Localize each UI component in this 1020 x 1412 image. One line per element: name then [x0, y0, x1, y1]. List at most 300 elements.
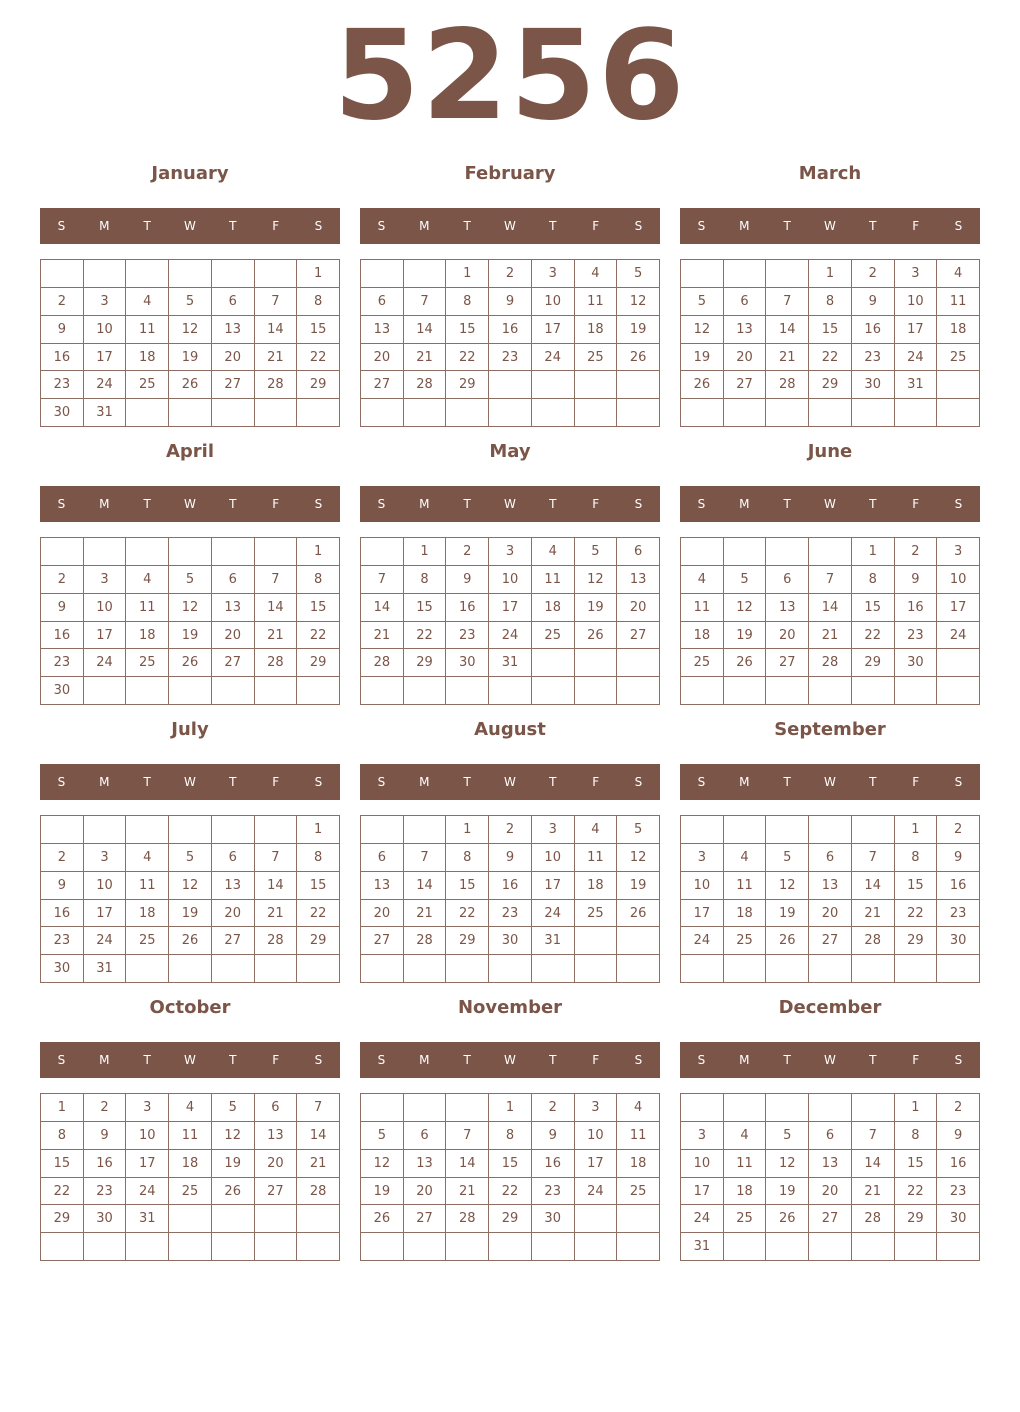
day-cell: 22 — [895, 1178, 938, 1206]
day-cell: 21 — [361, 622, 404, 650]
weekday-label: S — [954, 497, 963, 511]
weekday-label: W — [504, 775, 516, 789]
day-cell: 28 — [446, 1205, 489, 1233]
day-cell — [532, 1233, 575, 1261]
day-cell: 24 — [575, 1178, 618, 1206]
day-cell: 11 — [126, 872, 169, 900]
day-cell: 29 — [404, 649, 447, 677]
day-cell — [41, 816, 84, 844]
day-cell: 11 — [575, 844, 618, 872]
day-cell: 6 — [212, 566, 255, 594]
day-cell — [41, 538, 84, 566]
day-cell: 28 — [852, 927, 895, 955]
weekday-label: S — [377, 219, 386, 233]
day-cell: 23 — [41, 371, 84, 399]
day-cell: 21 — [404, 344, 447, 372]
day-cell: 27 — [212, 927, 255, 955]
day-cell: 26 — [617, 900, 660, 928]
weekday-label: F — [592, 219, 600, 233]
day-cell — [895, 1233, 938, 1261]
weekday-label: S — [57, 219, 66, 233]
day-cell: 31 — [84, 399, 127, 427]
day-cell: 10 — [84, 316, 127, 344]
day-cell — [404, 1233, 447, 1261]
day-cell — [361, 1233, 404, 1261]
day-cell: 22 — [489, 1178, 532, 1206]
day-cell — [404, 955, 447, 983]
day-cell: 12 — [766, 872, 809, 900]
day-cell: 2 — [489, 816, 532, 844]
day-cell — [766, 399, 809, 427]
day-cell: 28 — [404, 371, 447, 399]
day-cell: 5 — [617, 816, 660, 844]
day-cell: 6 — [724, 288, 767, 316]
day-cell — [937, 677, 980, 705]
day-cell: 8 — [297, 288, 340, 316]
day-cell: 24 — [489, 622, 532, 650]
day-cell: 5 — [575, 538, 618, 566]
day-cell: 20 — [212, 344, 255, 372]
day-cell — [575, 371, 618, 399]
day-cell: 20 — [212, 900, 255, 928]
day-cell — [404, 1094, 447, 1122]
day-cell: 13 — [212, 316, 255, 344]
day-cell — [532, 955, 575, 983]
day-cell: 21 — [766, 344, 809, 372]
day-cell — [212, 677, 255, 705]
day-cell: 7 — [404, 288, 447, 316]
weekday-label: S — [634, 775, 643, 789]
day-cell: 11 — [617, 1122, 660, 1150]
weekday-label: M — [739, 775, 750, 789]
day-grid — [360, 1093, 660, 1261]
weekday-header — [40, 208, 340, 244]
day-cell — [169, 677, 212, 705]
day-cell — [446, 399, 489, 427]
day-cell: 30 — [852, 371, 895, 399]
day-cell: 5 — [169, 566, 212, 594]
day-cell — [255, 1205, 298, 1233]
day-cell: 13 — [361, 316, 404, 344]
day-cell: 14 — [852, 1150, 895, 1178]
day-cell: 10 — [681, 872, 724, 900]
day-cell: 27 — [255, 1178, 298, 1206]
day-cell: 19 — [212, 1150, 255, 1178]
day-cell: 7 — [852, 844, 895, 872]
day-cell: 11 — [532, 566, 575, 594]
day-cell: 26 — [766, 1205, 809, 1233]
day-cell — [297, 399, 340, 427]
day-cell: 27 — [809, 927, 852, 955]
weekday-label: S — [697, 775, 706, 789]
day-cell: 14 — [404, 872, 447, 900]
day-cell: 24 — [681, 1205, 724, 1233]
day-cell — [212, 1205, 255, 1233]
month-name: February — [464, 163, 556, 184]
day-cell — [255, 816, 298, 844]
day-cell: 29 — [297, 649, 340, 677]
day-cell — [895, 399, 938, 427]
weekday-label: F — [592, 497, 600, 511]
weekday-label: F — [592, 1053, 600, 1067]
day-cell: 26 — [169, 371, 212, 399]
weekday-label: F — [912, 219, 920, 233]
day-cell — [297, 1205, 340, 1233]
day-cell — [809, 399, 852, 427]
day-cell: 28 — [255, 649, 298, 677]
day-cell — [852, 399, 895, 427]
day-cell: 15 — [852, 594, 895, 622]
day-cell — [255, 677, 298, 705]
day-cell: 16 — [41, 622, 84, 650]
day-cell: 7 — [255, 288, 298, 316]
month-name: January — [151, 163, 229, 184]
weekday-label: S — [634, 219, 643, 233]
day-cell — [84, 1233, 127, 1261]
weekday-label: T — [229, 775, 237, 789]
day-cell — [361, 677, 404, 705]
day-cell: 23 — [532, 1178, 575, 1206]
weekday-label: T — [549, 775, 557, 789]
day-cell — [575, 649, 618, 677]
weekday-label: S — [57, 775, 66, 789]
day-cell — [212, 1233, 255, 1261]
day-cell: 20 — [404, 1178, 447, 1206]
day-cell — [809, 816, 852, 844]
year-title: 5256 — [333, 4, 687, 148]
day-cell — [84, 816, 127, 844]
day-cell — [617, 371, 660, 399]
day-cell: 25 — [681, 649, 724, 677]
day-cell: 8 — [297, 844, 340, 872]
day-cell: 1 — [852, 538, 895, 566]
day-cell — [895, 955, 938, 983]
weekday-header — [680, 486, 980, 522]
day-cell: 22 — [297, 622, 340, 650]
day-cell: 30 — [937, 927, 980, 955]
day-cell: 7 — [361, 566, 404, 594]
day-cell — [169, 399, 212, 427]
day-cell: 10 — [575, 1122, 618, 1150]
day-cell — [126, 399, 169, 427]
day-cell: 16 — [937, 1150, 980, 1178]
day-cell — [532, 649, 575, 677]
day-cell: 22 — [446, 900, 489, 928]
day-cell: 6 — [617, 538, 660, 566]
day-cell: 21 — [255, 622, 298, 650]
day-cell: 3 — [489, 538, 532, 566]
day-cell: 7 — [404, 844, 447, 872]
day-cell — [617, 399, 660, 427]
day-cell: 14 — [766, 316, 809, 344]
month-name: May — [489, 441, 531, 462]
day-cell: 17 — [489, 594, 532, 622]
day-cell: 22 — [297, 344, 340, 372]
day-cell — [766, 816, 809, 844]
day-cell: 29 — [297, 927, 340, 955]
weekday-label: S — [57, 497, 66, 511]
weekday-label: T — [463, 219, 471, 233]
day-cell: 13 — [766, 594, 809, 622]
day-cell: 30 — [41, 399, 84, 427]
day-cell: 8 — [895, 844, 938, 872]
weekday-label: T — [143, 1053, 151, 1067]
day-cell: 14 — [404, 316, 447, 344]
day-cell — [617, 927, 660, 955]
day-cell — [212, 538, 255, 566]
day-cell: 16 — [41, 900, 84, 928]
day-cell: 16 — [852, 316, 895, 344]
day-cell — [681, 955, 724, 983]
day-cell — [446, 955, 489, 983]
day-cell — [681, 538, 724, 566]
weekday-label: W — [504, 1053, 516, 1067]
day-cell: 2 — [84, 1094, 127, 1122]
weekday-header — [360, 764, 660, 800]
day-cell: 2 — [41, 566, 84, 594]
day-cell: 27 — [212, 371, 255, 399]
day-cell: 15 — [895, 1150, 938, 1178]
day-cell — [809, 538, 852, 566]
day-cell: 24 — [84, 649, 127, 677]
day-cell — [212, 816, 255, 844]
weekday-label: F — [912, 497, 920, 511]
day-cell: 9 — [489, 844, 532, 872]
day-cell: 16 — [532, 1150, 575, 1178]
day-cell: 5 — [724, 566, 767, 594]
day-cell — [361, 1094, 404, 1122]
day-cell: 4 — [724, 844, 767, 872]
month-name: April — [165, 441, 215, 462]
day-cell — [126, 955, 169, 983]
day-cell — [169, 538, 212, 566]
day-cell — [681, 399, 724, 427]
weekday-label: M — [99, 1053, 110, 1067]
day-grid — [360, 259, 660, 427]
day-cell: 3 — [84, 288, 127, 316]
weekday-header — [680, 764, 980, 800]
weekday-label: T — [463, 1053, 471, 1067]
day-cell: 9 — [446, 566, 489, 594]
weekday-label: W — [824, 219, 836, 233]
day-cell — [361, 399, 404, 427]
day-cell: 1 — [297, 260, 340, 288]
day-cell — [575, 955, 618, 983]
weekday-label: T — [143, 775, 151, 789]
weekday-label: W — [184, 497, 196, 511]
day-cell: 17 — [895, 316, 938, 344]
day-cell: 29 — [895, 927, 938, 955]
day-cell — [446, 1233, 489, 1261]
day-cell: 8 — [489, 1122, 532, 1150]
day-cell: 15 — [489, 1150, 532, 1178]
day-cell: 7 — [852, 1122, 895, 1150]
day-cell: 20 — [724, 344, 767, 372]
day-cell: 4 — [126, 288, 169, 316]
day-cell: 17 — [84, 344, 127, 372]
day-cell — [361, 538, 404, 566]
weekday-label: W — [824, 497, 836, 511]
day-cell — [84, 538, 127, 566]
day-grid — [680, 1093, 980, 1261]
day-cell: 13 — [212, 594, 255, 622]
day-cell: 16 — [489, 316, 532, 344]
day-cell: 19 — [361, 1178, 404, 1206]
day-cell — [766, 538, 809, 566]
weekday-label: M — [419, 219, 430, 233]
day-cell: 10 — [489, 566, 532, 594]
weekday-header — [680, 208, 980, 244]
day-cell: 26 — [361, 1205, 404, 1233]
day-cell: 10 — [126, 1122, 169, 1150]
day-cell — [169, 955, 212, 983]
day-cell: 21 — [255, 344, 298, 372]
day-cell: 6 — [255, 1094, 298, 1122]
day-cell — [895, 677, 938, 705]
day-cell: 24 — [84, 927, 127, 955]
day-cell: 11 — [937, 288, 980, 316]
day-cell: 27 — [724, 371, 767, 399]
day-cell: 7 — [766, 288, 809, 316]
day-cell: 25 — [532, 622, 575, 650]
day-cell: 22 — [446, 344, 489, 372]
day-cell: 8 — [446, 844, 489, 872]
weekday-header — [40, 764, 340, 800]
day-cell: 25 — [617, 1178, 660, 1206]
day-cell: 25 — [575, 344, 618, 372]
day-cell: 12 — [617, 288, 660, 316]
day-cell: 6 — [809, 844, 852, 872]
day-cell: 26 — [575, 622, 618, 650]
day-cell: 4 — [575, 816, 618, 844]
day-cell: 17 — [575, 1150, 618, 1178]
day-cell: 24 — [532, 900, 575, 928]
weekday-label: S — [954, 775, 963, 789]
day-cell: 15 — [404, 594, 447, 622]
day-cell: 24 — [532, 344, 575, 372]
day-cell — [126, 816, 169, 844]
day-cell: 20 — [617, 594, 660, 622]
day-cell: 25 — [724, 1205, 767, 1233]
day-cell — [446, 1094, 489, 1122]
day-cell: 13 — [809, 872, 852, 900]
day-cell: 30 — [895, 649, 938, 677]
day-cell: 4 — [169, 1094, 212, 1122]
day-cell: 29 — [852, 649, 895, 677]
weekday-label: S — [57, 1053, 66, 1067]
day-cell — [724, 1233, 767, 1261]
day-cell: 3 — [84, 844, 127, 872]
day-cell: 2 — [532, 1094, 575, 1122]
day-cell: 4 — [724, 1122, 767, 1150]
day-cell: 29 — [297, 371, 340, 399]
day-cell — [404, 816, 447, 844]
day-cell: 25 — [724, 927, 767, 955]
day-cell: 11 — [126, 594, 169, 622]
day-cell: 19 — [724, 622, 767, 650]
day-grid — [40, 537, 340, 705]
day-cell: 31 — [126, 1205, 169, 1233]
day-cell: 28 — [852, 1205, 895, 1233]
month-name: November — [457, 997, 563, 1018]
day-cell — [852, 955, 895, 983]
day-cell: 9 — [937, 1122, 980, 1150]
day-cell: 31 — [84, 955, 127, 983]
day-cell: 11 — [169, 1122, 212, 1150]
month-name: October — [149, 997, 231, 1018]
day-cell — [404, 677, 447, 705]
day-cell: 8 — [404, 566, 447, 594]
day-cell: 5 — [361, 1122, 404, 1150]
weekday-label: F — [272, 775, 280, 789]
day-cell: 27 — [809, 1205, 852, 1233]
day-cell: 22 — [852, 622, 895, 650]
day-cell: 4 — [617, 1094, 660, 1122]
day-cell: 18 — [617, 1150, 660, 1178]
day-cell: 11 — [724, 1150, 767, 1178]
day-cell: 18 — [575, 316, 618, 344]
day-cell — [724, 1094, 767, 1122]
day-cell — [126, 260, 169, 288]
day-cell: 2 — [41, 288, 84, 316]
day-cell — [766, 1094, 809, 1122]
day-cell: 7 — [297, 1094, 340, 1122]
day-cell: 6 — [809, 1122, 852, 1150]
day-cell: 23 — [41, 649, 84, 677]
day-cell: 17 — [84, 900, 127, 928]
day-cell — [852, 1094, 895, 1122]
day-cell: 12 — [575, 566, 618, 594]
day-cell: 23 — [937, 900, 980, 928]
day-cell: 12 — [169, 594, 212, 622]
day-cell: 28 — [809, 649, 852, 677]
day-cell: 19 — [681, 344, 724, 372]
weekday-label: T — [869, 1053, 877, 1067]
day-cell: 12 — [681, 316, 724, 344]
day-cell: 15 — [446, 872, 489, 900]
weekday-label: W — [184, 1053, 196, 1067]
weekday-label: M — [99, 775, 110, 789]
day-cell — [212, 955, 255, 983]
weekday-label: T — [549, 1053, 557, 1067]
day-cell: 1 — [446, 260, 489, 288]
day-cell — [681, 816, 724, 844]
weekday-label: T — [869, 219, 877, 233]
day-cell — [84, 260, 127, 288]
month-name: August — [474, 719, 546, 740]
day-cell: 14 — [255, 872, 298, 900]
day-cell: 23 — [41, 927, 84, 955]
day-cell — [126, 677, 169, 705]
day-cell: 12 — [169, 316, 212, 344]
day-cell: 5 — [617, 260, 660, 288]
day-cell: 26 — [169, 649, 212, 677]
weekday-label: W — [504, 219, 516, 233]
day-cell — [766, 677, 809, 705]
weekday-label: W — [504, 497, 516, 511]
day-cell — [681, 677, 724, 705]
weekday-label: T — [869, 775, 877, 789]
weekday-label: T — [463, 775, 471, 789]
day-cell: 27 — [361, 371, 404, 399]
day-cell: 29 — [446, 927, 489, 955]
day-cell: 8 — [297, 566, 340, 594]
day-cell: 5 — [681, 288, 724, 316]
day-cell: 10 — [532, 844, 575, 872]
day-cell: 22 — [895, 900, 938, 928]
day-cell — [446, 677, 489, 705]
day-cell: 26 — [766, 927, 809, 955]
